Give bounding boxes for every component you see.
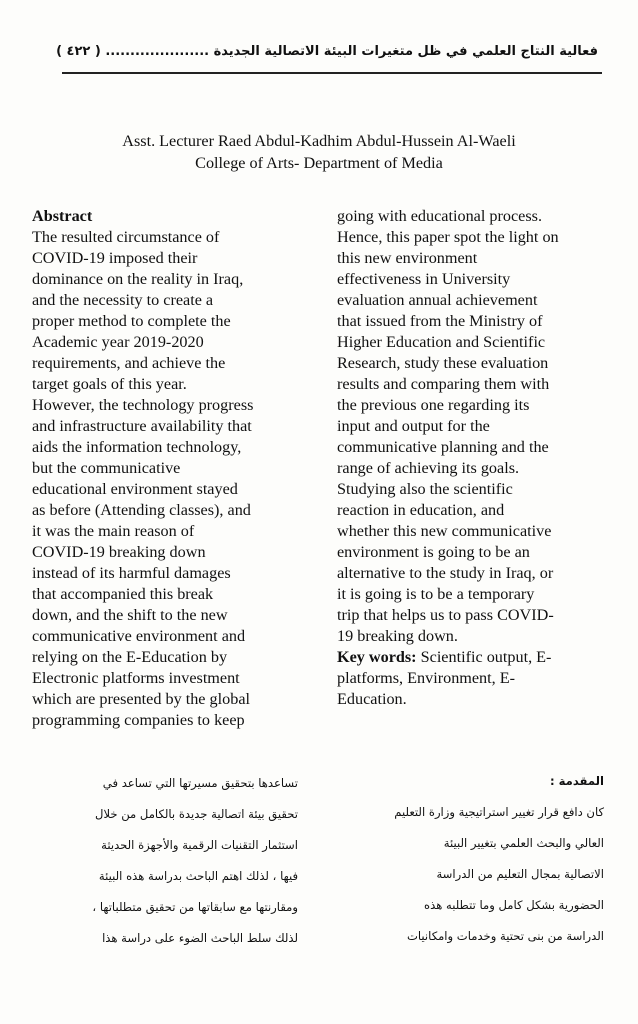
abstract-line: target goals of this year.	[32, 375, 187, 393]
abstract-line: aids the information technology,	[32, 438, 242, 456]
abstract-line: evaluation annual achievement	[337, 291, 538, 309]
author-name: Asst. Lecturer Raed Abdul-Kadhim Abdul-Hussein Al-Waeli	[122, 132, 516, 150]
abstract-line: COVID-19 imposed their	[32, 249, 198, 267]
arabic-line: فيها ، لذلك اهتم الباحث بدراسة هذه البيئة	[98, 869, 298, 883]
abstract-line: However, the technology progress	[32, 396, 254, 414]
abstract-line: 19 breaking down.	[337, 627, 458, 645]
author-affiliation: College of Arts- Department of Media	[195, 154, 443, 172]
abstract-line: Hence, this paper spot the light on	[337, 228, 559, 246]
header-rule	[62, 72, 602, 74]
abstract-line: programming companies to keep	[32, 711, 245, 729]
abstract-line: the previous one regarding its	[337, 396, 530, 414]
abstract-line: that issued from the Ministry of	[337, 312, 543, 330]
abstract-line: educational environment stayed	[32, 480, 238, 498]
arabic-line: ومقارنتها مع سابقاتها من تحقيق متطلباتها ،	[92, 900, 298, 914]
header-title: فعالية النتاج العلمي في ظل متغيرات البيئة الاتصالية الجديدة	[213, 44, 598, 59]
abstract-line: results and comparing them with	[337, 375, 550, 393]
abstract-line: Higher Education and Scientific	[337, 333, 546, 351]
arabic-line: لذلك سلط الباحث الضوء على دراسة هذا	[102, 931, 298, 945]
arabic-line: تساعدها بتحقيق مسيرتها التي تساعد في	[102, 776, 298, 790]
abstract-line: it was the main reason of	[32, 522, 195, 540]
abstract-line: Academic year 2019-2020	[32, 333, 204, 351]
abstract-line: Research, study these evaluation	[337, 354, 549, 372]
header-dots: .....................	[105, 44, 210, 59]
keywords-text: Scientific output, E-	[416, 648, 552, 666]
abstract-line: Electronic platforms investment	[32, 669, 240, 687]
abstract-line: instead of its harmful damages	[32, 564, 231, 582]
abstract-line: proper method to complete the	[32, 312, 231, 330]
arabic-line: استثمار التقنيات الرقمية والأجهزة الحديثة	[101, 838, 298, 852]
abstract-line: communicative environment and	[32, 627, 246, 645]
abstract-line: going with educational process.	[337, 207, 542, 225]
keywords-line: platforms, Environment, E-	[337, 669, 516, 687]
abstract-line: Studying also the scientific	[337, 480, 513, 498]
abstract-line: whether this new communicative	[337, 522, 552, 540]
abstract-line: alternative to the study in Iraq, or	[337, 564, 554, 582]
author-block	[0, 130, 638, 174]
running-header	[56, 44, 598, 59]
abstract-line: input and output for the	[337, 417, 490, 435]
abstract-right-column	[337, 206, 612, 710]
abstract-line: reaction in education, and	[337, 501, 505, 519]
keywords-label: Key words:	[337, 648, 417, 666]
abstract-line: this new environment	[337, 249, 478, 267]
abstract-line: and infrastructure availability that	[32, 417, 252, 435]
abstract-line: but the communicative	[32, 459, 181, 477]
arabic-right-column	[314, 766, 604, 952]
abstract-line: range of achieving its goals.	[337, 459, 520, 477]
abstract-line: as before (Attending classes), and	[32, 501, 251, 519]
abstract-line: COVID-19 breaking down	[32, 543, 206, 561]
arabic-left-column	[8, 768, 298, 954]
keywords-line: Education.	[337, 690, 407, 708]
abstract-line: dominance on the reality in Iraq,	[32, 270, 244, 288]
abstract-line: requirements, and achieve the	[32, 354, 226, 372]
abstract-line: relying on the E-Education by	[32, 648, 228, 666]
abstract-line: that accompanied this break	[32, 585, 214, 603]
keywords-line	[337, 647, 612, 668]
arabic-line: الحضورية بشكل كامل وما تتطلبه هذه	[424, 898, 604, 912]
arabic-line: العالي والبحث العلمي بتغيير البيئة	[443, 836, 604, 850]
arabic-line: الاتصالية بمجال التعليم من الدراسة	[436, 867, 604, 881]
arabic-line: الدراسة من بنى تحتية وخدمات وامكانيات	[406, 929, 604, 943]
page-number: ( ٤٢٢ )	[56, 44, 101, 59]
arabic-line: تحقيق بيئة اتصالية جديدة بالكامل من خلال	[95, 807, 298, 821]
abstract-line: which are presented by the global	[32, 690, 251, 708]
abstract-line: it is going is to be a temporary	[337, 585, 535, 603]
abstract-heading: Abstract	[32, 207, 93, 225]
arabic-line: كان دافع قرار تغيير استراتيجية وزارة التعليم	[394, 805, 604, 819]
abstract-line: down, and the shift to the new	[32, 606, 228, 624]
abstract-line: The resulted circumstance of	[32, 228, 220, 246]
abstract-line: trip that helps us to pass COVID-	[337, 606, 554, 624]
abstract-line: and the necessity to create a	[32, 291, 214, 309]
abstract-line: effectiveness in University	[337, 270, 511, 288]
abstract-line: communicative planning and the	[337, 438, 549, 456]
abstract-line: environment is going to be an	[337, 543, 530, 561]
abstract-left-column	[32, 206, 322, 731]
introduction-heading: المقدمة :	[549, 774, 604, 788]
